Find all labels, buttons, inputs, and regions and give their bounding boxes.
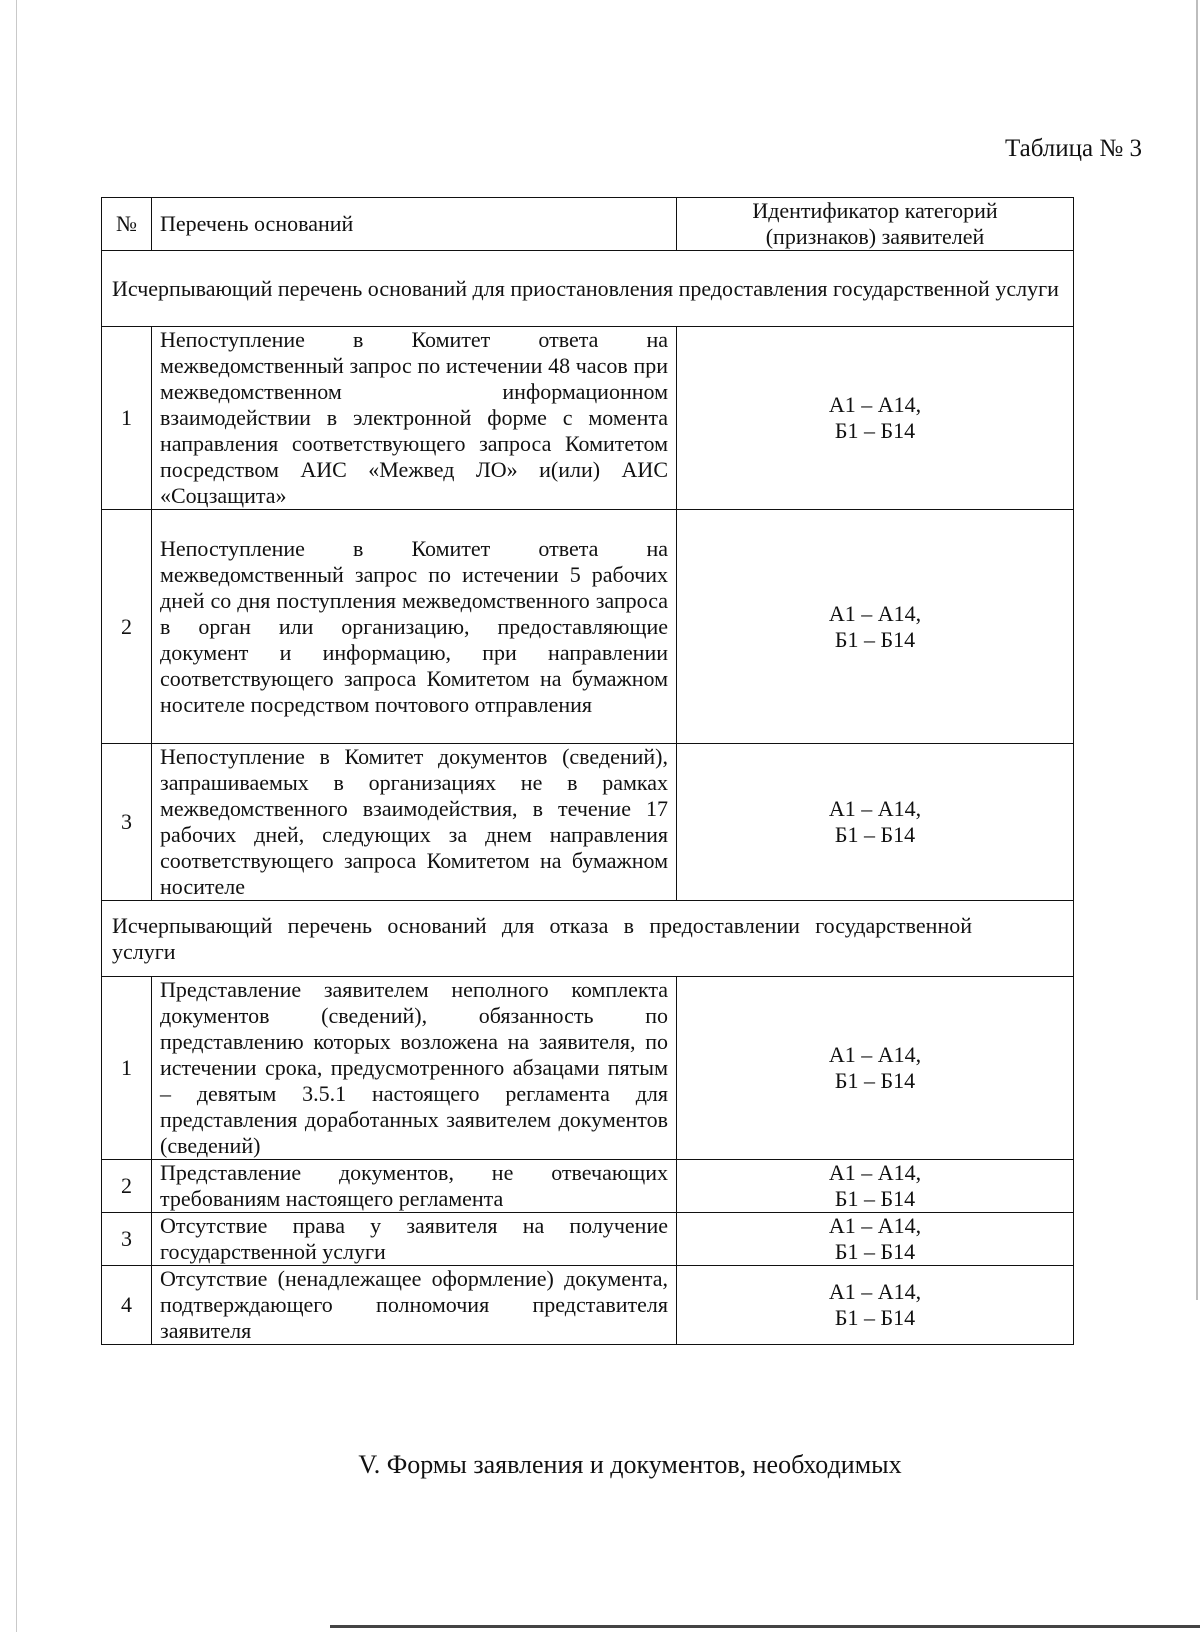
section-heading-v: [0, 1450, 1200, 1480]
table-row: [102, 1266, 1074, 1345]
section-title-suspension: Исчерпывающий перечень оснований для приостановления предоставления государственной услуги: [102, 251, 1074, 327]
row-text: Отсутствие (ненадлежащее оформление) документа, подтверждающего полномочия представителя заявителя: [152, 1266, 677, 1345]
row-num: 2: [102, 510, 152, 744]
row-identifier: [677, 327, 1074, 510]
row-num: 2: [102, 1160, 152, 1213]
row-identifier: [677, 1213, 1074, 1266]
row-text: Отсутствие права у заявителя на получение государственной услуги: [152, 1213, 677, 1266]
scan-edge-bottom: [330, 1625, 1200, 1628]
row-identifier-line2: Б1 – Б14: [834, 822, 916, 847]
row-identifier: [677, 1266, 1074, 1345]
section-title-row: [102, 901, 1074, 977]
scan-edge-left: [16, 0, 17, 1632]
row-num: 3: [102, 1213, 152, 1266]
table-row: [102, 327, 1074, 510]
row-identifier-line2: Б1 – Б14: [834, 418, 916, 443]
row-identifier-line1: А1 – А14,: [828, 392, 922, 417]
table-row: [102, 744, 1074, 901]
table-row: [102, 1213, 1074, 1266]
row-text: Непоступление в Комитет ответа на межведомственный запрос по истечении 5 рабочих дней со дня поступления межведомственного запроса в орган или организацию, предоставляющие документ и информацию, при направлении соответствующего запроса Комитетом на бумажном носителе посредством почтового отправления: [152, 510, 677, 744]
row-text: Представление заявителем неполного комплекта документов (сведений), обязанность по представлению которых возложена на заявителя, по истечении срока, предусмотренного абзацами пятым – девятым 3.5.1 настоящего регламента для представления доработанных заявителем документов (сведений): [152, 977, 677, 1160]
scan-edge-right: [1196, 0, 1198, 1300]
row-text: Представление документов, не отвечающих требованиям настоящего регламента: [152, 1160, 677, 1213]
row-identifier-line2: Б1 – Б14: [834, 1068, 916, 1093]
header-identifier: [677, 198, 1074, 251]
table-row: [102, 510, 1074, 744]
row-text: Непоступление в Комитет ответа на межведомственный запрос по истечении 48 часов при межведомственном информационном взаимодействии в электронной форме с момента направления соответствующего запроса Комитетом посредством АИС «Межвед ЛО» и(или) АИС «Соцзащита»: [152, 327, 677, 510]
grounds-table: [101, 197, 1074, 1345]
header-identifier-line1: Идентификатор категорий: [752, 198, 998, 223]
section-title-row: [102, 251, 1074, 327]
row-identifier-line1: А1 – А14,: [828, 1213, 922, 1238]
row-identifier-line2: Б1 – Б14: [834, 1239, 916, 1264]
row-identifier: [677, 510, 1074, 744]
row-identifier: [677, 744, 1074, 901]
header-num: №: [102, 198, 152, 251]
table-row: [102, 977, 1074, 1160]
row-identifier-line1: А1 – А14,: [828, 600, 922, 626]
table-header-row: [102, 198, 1074, 251]
row-num: 4: [102, 1266, 152, 1345]
table-row: [102, 1160, 1074, 1213]
row-identifier: [677, 1160, 1074, 1213]
row-identifier-line2: Б1 – Б14: [834, 626, 916, 652]
section-heading-v-text: V. Формы заявления и документов, необходимых: [358, 1450, 902, 1479]
row-identifier-line1: А1 – А14,: [828, 1279, 922, 1304]
row-identifier: [677, 977, 1074, 1160]
row-num: 1: [102, 977, 152, 1160]
section-title-refusal-text: Исчерпывающий перечень оснований для отказа в предоставлении государственной услуги: [112, 912, 972, 964]
row-text: Непоступление в Комитет документов (сведений), запрашиваемых в организациях не в рамках межведомственного взаимодействия, в течение 17 рабочих дней, следующих за днем направления соответствующего запроса Комитетом на бумажном носителе: [152, 744, 677, 901]
header-identifier-line2: (признаков) заявителей: [765, 224, 985, 249]
row-num: 3: [102, 744, 152, 901]
row-num: 1: [102, 327, 152, 510]
row-identifier-line1: А1 – А14,: [828, 796, 922, 821]
table-caption: Таблица № 3: [1004, 135, 1142, 162]
header-reason: Перечень оснований: [152, 198, 677, 251]
row-identifier-line2: Б1 – Б14: [834, 1305, 916, 1330]
row-identifier-line1: А1 – А14,: [828, 1160, 922, 1185]
row-identifier-line1: А1 – А14,: [828, 1042, 922, 1067]
row-identifier-line2: Б1 – Б14: [834, 1186, 916, 1211]
section-title-refusal: [102, 901, 1074, 977]
